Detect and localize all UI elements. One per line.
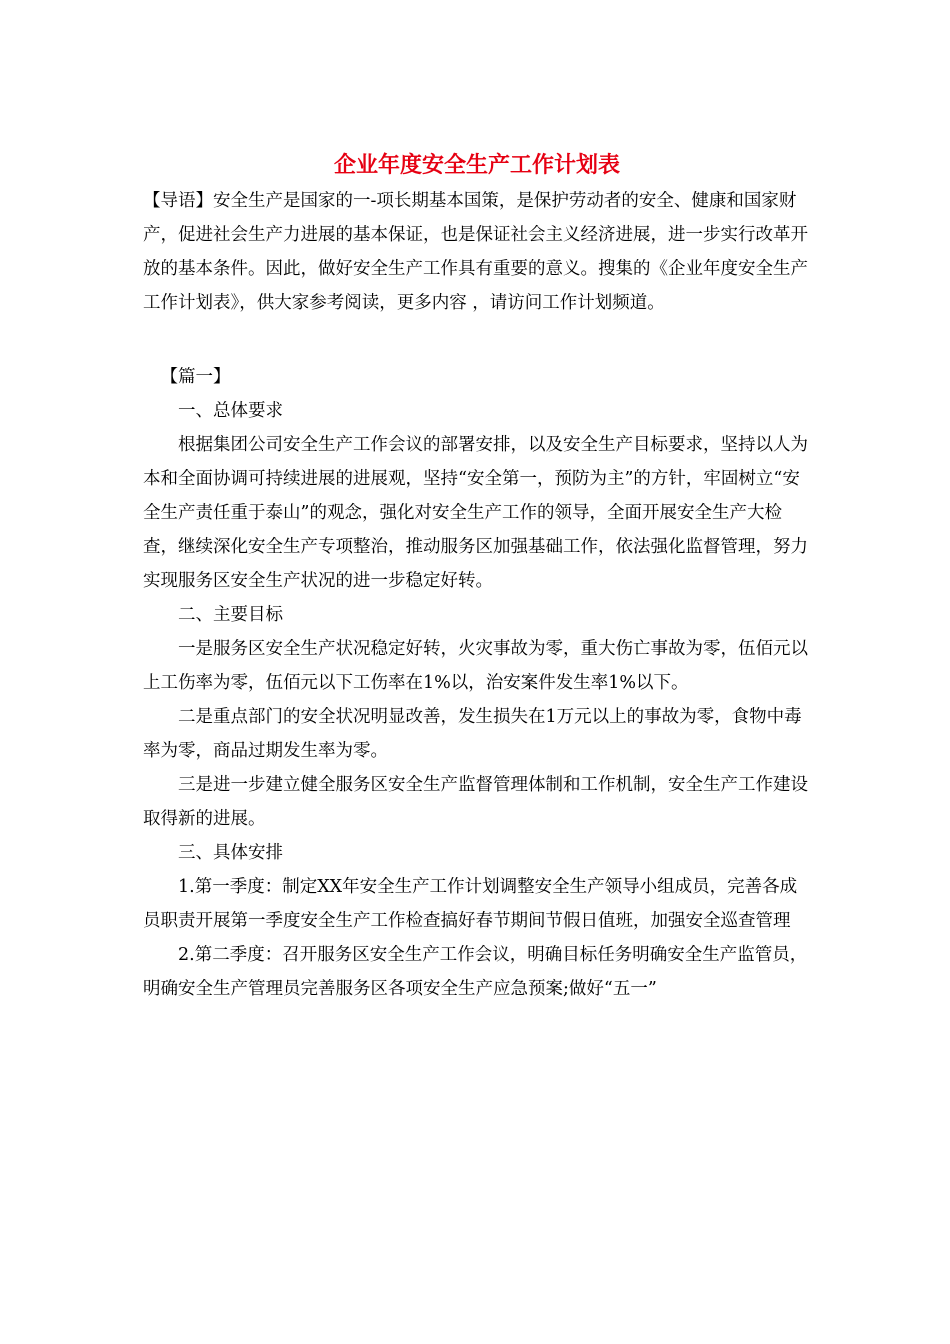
goal-two-paragraph: 二是重点部门的安全状况明显改善，发生损失在1万元以上的事故为零，食物中毒率为零，商品过期发生率为零。 xyxy=(143,707,802,761)
quarter-two-paragraph: 2.第二季度：召开服务区安全生产工作会议，明确目标任务明确安全生产监管员，明确安全生产管理员完善服务区各项安全生产应急预案;做好“五一” xyxy=(143,945,808,999)
goal-one-paragraph: 一是服务区安全生产状况稳定好转，火灾事故为零，重大伤亡事故为零，伍佰元以上工伤率为零，伍佰元以下工伤率在1%以，治安案件发生率1%以下。 xyxy=(143,639,808,693)
document-title: 企业年度安全生产工作计划表 xyxy=(333,152,620,178)
document-content xyxy=(143,150,811,1006)
section1-heading: 一、总体要求 xyxy=(178,401,283,421)
section3-heading: 三、具体安排 xyxy=(178,843,283,863)
section1-body: 根据集团公司安全生产工作会议的部署安排，以及安全生产目标要求，坚持以人为本和全面协调可持续进展的进展观，坚持“安全第一，预防为主”的方针，牢固树立“安全生产责任重于泰山”的观念，强化对安全生产工作的领导，全面开展安全生产大检查，继续深化安全生产专项整治，推动服务区加强基础工作，依法强化监督管理，努力实现服务区安全生产状况的进一步稳定好转。 xyxy=(143,435,808,591)
section2-heading: 二、主要目标 xyxy=(178,605,283,625)
blank-spacer xyxy=(143,320,811,360)
intro-paragraph: 【导语】安全生产是国家的一-项长期基本国策，是保护劳动者的安全、健康和国家财产，促进社会生产力进展的基本保证，也是保证社会主义经济进展，进一步实行改革开放的基本条件。因此，做好安全生产工作具有重要的意义。搜集的《企业年度安全生产工作计划表》，供大家参考阅读，更多内容 ，请访问工作计划频道。 xyxy=(143,191,808,313)
quarter-one-paragraph: 1.第一季度：制定XX年安全生产工作计划调整安全生产领导小组成员，完善各成员职责开展第一季度安全生产工作检查搞好春节期间节假日值班，加强安全巡查管理 xyxy=(143,877,798,931)
goal-three-paragraph: 三是进一步建立健全服务区安全生产监督管理体制和工作机制，安全生产工作建设取得新的进展。 xyxy=(143,775,808,829)
part-label: 【篇一】 xyxy=(160,367,231,387)
